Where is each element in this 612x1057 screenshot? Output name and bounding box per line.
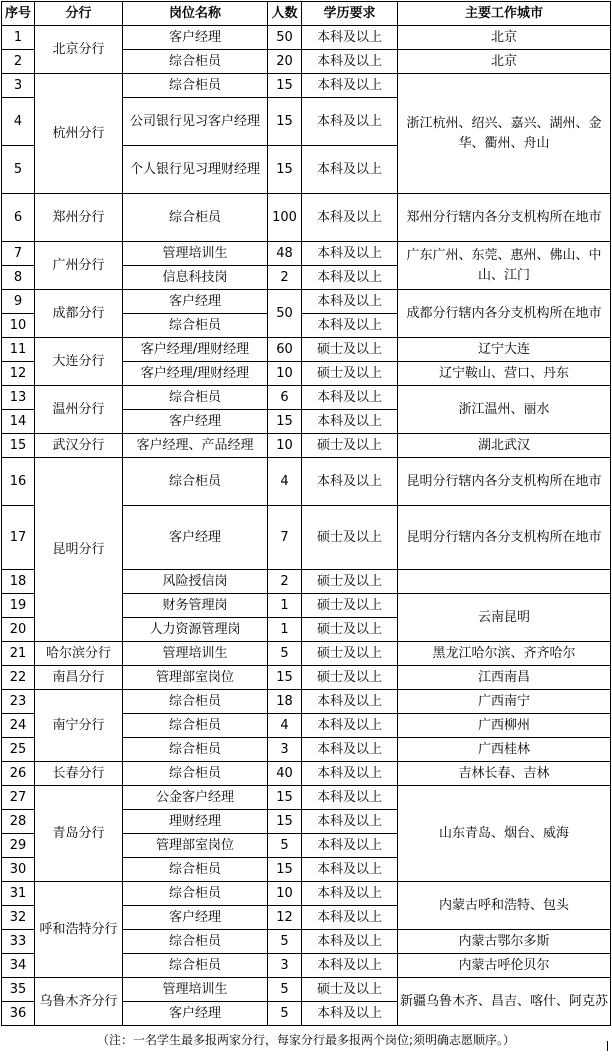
city-cell: 北京 (398, 50, 611, 74)
education-cell: 本科及以上 (302, 410, 398, 434)
education-cell: 本科及以上 (302, 1002, 398, 1026)
education-cell: 硕士及以上 (302, 978, 398, 1002)
position-cell: 综合柜员 (123, 194, 268, 242)
count-cell: 1 (268, 618, 302, 642)
table-row (2, 762, 611, 786)
position-cell: 个人银行见习理财经理 (123, 146, 268, 194)
table-row (2, 386, 611, 410)
count-cell: 50 (268, 290, 302, 338)
seq-cell: 28 (2, 810, 35, 834)
seq-cell: 25 (2, 738, 35, 762)
table-header-row (2, 2, 611, 26)
branch-cell: 昆明分行 (35, 458, 123, 642)
position-cell: 综合柜员 (123, 50, 268, 74)
education-cell: 硕士及以上 (302, 666, 398, 690)
position-cell: 客户经理/理财经理 (123, 338, 268, 362)
position-cell: 客户经理 (123, 1002, 268, 1026)
branch-cell: 杭州分行 (35, 74, 123, 194)
position-cell: 综合柜员 (123, 954, 268, 978)
city-cell: 浙江杭州、绍兴、嘉兴、湖州、金华、衢州、舟山 (398, 74, 611, 194)
city-cell: 内蒙古呼和浩特、包头 (398, 882, 611, 930)
table-row (2, 666, 611, 690)
position-cell: 风险授信岗 (123, 570, 268, 594)
position-cell: 综合柜员 (123, 714, 268, 738)
branch-cell: 青岛分行 (35, 786, 123, 882)
seq-cell: 21 (2, 642, 35, 666)
city-cell: 成都分行辖内各分支机构所在地市 (398, 290, 611, 338)
city-cell: 新疆乌鲁木齐、昌吉、喀什、阿克苏 (398, 978, 611, 1026)
count-cell: 60 (268, 338, 302, 362)
seq-cell: 15 (2, 434, 35, 458)
count-cell: 2 (268, 570, 302, 594)
education-cell: 本科及以上 (302, 386, 398, 410)
seq-cell: 1 (2, 26, 35, 50)
seq-cell: 32 (2, 906, 35, 930)
city-cell: 黑龙江哈尔滨、齐齐哈尔 (398, 642, 611, 666)
count-cell: 10 (268, 434, 302, 458)
education-cell: 本科及以上 (302, 858, 398, 882)
seq-cell: 36 (2, 1002, 35, 1026)
position-cell: 综合柜员 (123, 386, 268, 410)
position-cell: 公司银行见习客户经理 (123, 98, 268, 146)
count-cell: 6 (268, 386, 302, 410)
position-cell: 客户经理 (123, 290, 268, 314)
position-cell: 综合柜员 (123, 458, 268, 506)
education-cell: 硕士及以上 (302, 338, 398, 362)
position-cell: 客户经理 (123, 906, 268, 930)
education-cell: 硕士及以上 (302, 642, 398, 666)
education-cell: 本科及以上 (302, 266, 398, 290)
header-branch: 分行 (35, 2, 123, 26)
branch-cell: 乌鲁木齐分行 (35, 978, 123, 1026)
branch-cell: 郑州分行 (35, 194, 123, 242)
count-cell: 15 (268, 858, 302, 882)
table-row (2, 242, 611, 266)
branch-cell: 北京分行 (35, 26, 123, 74)
table-row (2, 978, 611, 1002)
table-row (2, 26, 611, 50)
city-cell: 辽宁大连 (398, 338, 611, 362)
count-cell: 15 (268, 74, 302, 98)
count-cell: 15 (268, 666, 302, 690)
education-cell: 本科及以上 (302, 810, 398, 834)
branch-cell: 温州分行 (35, 386, 123, 434)
table-row (2, 338, 611, 362)
education-cell: 本科及以上 (302, 314, 398, 338)
seq-cell: 14 (2, 410, 35, 434)
branch-cell: 呼和浩特分行 (35, 882, 123, 978)
city-cell: 云南昆明 (398, 594, 611, 642)
city-cell: 广西南宁 (398, 690, 611, 714)
table-row (2, 434, 611, 458)
education-cell: 本科及以上 (302, 458, 398, 506)
position-cell: 综合柜员 (123, 738, 268, 762)
count-cell: 15 (268, 98, 302, 146)
seq-cell: 26 (2, 762, 35, 786)
education-cell: 本科及以上 (302, 98, 398, 146)
city-cell: 湖北武汉 (398, 434, 611, 458)
seq-cell: 30 (2, 858, 35, 882)
count-cell: 4 (268, 714, 302, 738)
seq-cell: 11 (2, 338, 35, 362)
seq-cell: 23 (2, 690, 35, 714)
city-cell: 内蒙古鄂尔多斯 (398, 930, 611, 954)
table-row (2, 458, 611, 506)
education-cell: 硕士及以上 (302, 594, 398, 618)
count-cell: 10 (268, 882, 302, 906)
count-cell: 1 (268, 594, 302, 618)
branch-cell: 广州分行 (35, 242, 123, 290)
branch-cell: 大连分行 (35, 338, 123, 386)
header-position: 岗位名称 (123, 2, 268, 26)
position-cell: 管理部室岗位 (123, 666, 268, 690)
table-row (2, 690, 611, 714)
seq-cell: 13 (2, 386, 35, 410)
position-cell: 综合柜员 (123, 858, 268, 882)
education-cell: 本科及以上 (302, 834, 398, 858)
city-cell: 广东广州、东莞、惠州、佛山、中山、江门 (398, 242, 611, 290)
count-cell: 5 (268, 642, 302, 666)
count-cell: 15 (268, 410, 302, 434)
seq-cell: 12 (2, 362, 35, 386)
count-cell: 5 (268, 834, 302, 858)
position-cell: 客户经理、产品经理 (123, 434, 268, 458)
education-cell: 本科及以上 (302, 906, 398, 930)
seq-cell: 6 (2, 194, 35, 242)
count-cell: 2 (268, 266, 302, 290)
position-cell: 综合柜员 (123, 690, 268, 714)
position-cell: 客户经理 (123, 410, 268, 434)
branch-cell: 哈尔滨分行 (35, 642, 123, 666)
count-cell: 5 (268, 1002, 302, 1026)
count-cell: 48 (268, 242, 302, 266)
count-cell: 5 (268, 930, 302, 954)
city-cell: 吉林长春、吉林 (398, 762, 611, 786)
education-cell: 本科及以上 (302, 882, 398, 906)
education-cell: 硕士及以上 (302, 618, 398, 642)
branch-cell: 成都分行 (35, 290, 123, 338)
education-cell: 硕士及以上 (302, 570, 398, 594)
seq-cell: 19 (2, 594, 35, 618)
count-cell: 12 (268, 906, 302, 930)
position-cell: 管理部室岗位 (123, 834, 268, 858)
position-cell: 客户经理 (123, 26, 268, 50)
count-cell: 50 (268, 26, 302, 50)
education-cell: 本科及以上 (302, 762, 398, 786)
header-seq: 序号 (2, 2, 35, 26)
seq-cell: 18 (2, 570, 35, 594)
position-cell: 综合柜员 (123, 882, 268, 906)
branch-cell: 南宁分行 (35, 690, 123, 762)
education-cell: 本科及以上 (302, 194, 398, 242)
seq-cell: 31 (2, 882, 35, 906)
education-cell: 本科及以上 (302, 242, 398, 266)
education-cell: 本科及以上 (302, 738, 398, 762)
position-cell: 人力资源管理岗 (123, 618, 268, 642)
education-cell: 本科及以上 (302, 290, 398, 314)
edge-mark (607, 1041, 611, 1051)
education-cell: 本科及以上 (302, 930, 398, 954)
table-row (2, 882, 611, 906)
seq-cell: 35 (2, 978, 35, 1002)
count-cell: 15 (268, 786, 302, 810)
seq-cell: 24 (2, 714, 35, 738)
city-cell: 江西南昌 (398, 666, 611, 690)
header-city: 主要工作城市 (398, 2, 611, 26)
seq-cell: 5 (2, 146, 35, 194)
seq-cell: 3 (2, 74, 35, 98)
education-cell: 本科及以上 (302, 954, 398, 978)
count-cell: 7 (268, 506, 302, 570)
seq-cell: 4 (2, 98, 35, 146)
count-cell: 18 (268, 690, 302, 714)
branch-cell: 武汉分行 (35, 434, 123, 458)
footnote: （注：一名学生最多报两家分行，每家分行最多报两个岗位;须明确志愿顺序。） (96, 1033, 516, 1047)
count-cell: 20 (268, 50, 302, 74)
education-cell: 硕士及以上 (302, 506, 398, 570)
city-cell: 北京 (398, 26, 611, 50)
position-cell: 理财经理 (123, 810, 268, 834)
seq-cell: 9 (2, 290, 35, 314)
seq-cell: 10 (2, 314, 35, 338)
seq-cell: 27 (2, 786, 35, 810)
city-cell: 内蒙古呼伦贝尔 (398, 954, 611, 978)
seq-cell: 33 (2, 930, 35, 954)
header-count: 人数 (268, 2, 302, 26)
seq-cell: 8 (2, 266, 35, 290)
count-cell: 15 (268, 810, 302, 834)
education-cell: 硕士及以上 (302, 434, 398, 458)
position-cell: 综合柜员 (123, 930, 268, 954)
position-cell: 客户经理 (123, 506, 268, 570)
city-cell: 广西柳州 (398, 714, 611, 738)
education-cell: 本科及以上 (302, 74, 398, 98)
position-cell: 信息科技岗 (123, 266, 268, 290)
position-cell: 管理培训生 (123, 242, 268, 266)
seq-cell: 16 (2, 458, 35, 506)
branch-cell: 南昌分行 (35, 666, 123, 690)
table-row (2, 642, 611, 666)
position-cell: 财务管理岗 (123, 594, 268, 618)
city-cell: 浙江温州、丽水 (398, 386, 611, 434)
seq-cell: 29 (2, 834, 35, 858)
city-cell: 山东青岛、烟台、威海 (398, 786, 611, 882)
city-cell: 昆明分行辖内各分支机构所在地市 (398, 458, 611, 506)
education-cell: 本科及以上 (302, 714, 398, 738)
count-cell: 3 (268, 738, 302, 762)
seq-cell: 2 (2, 50, 35, 74)
education-cell: 本科及以上 (302, 26, 398, 50)
count-cell: 40 (268, 762, 302, 786)
table-row (2, 74, 611, 98)
count-cell: 100 (268, 194, 302, 242)
education-cell: 本科及以上 (302, 786, 398, 810)
table-row (2, 290, 611, 314)
education-cell: 本科及以上 (302, 50, 398, 74)
count-cell: 10 (268, 362, 302, 386)
education-cell: 本科及以上 (302, 146, 398, 194)
count-cell: 15 (268, 146, 302, 194)
table-row (2, 194, 611, 242)
seq-cell: 7 (2, 242, 35, 266)
seq-cell: 20 (2, 618, 35, 642)
count-cell: 4 (268, 458, 302, 506)
city-cell (398, 570, 611, 594)
seq-cell: 22 (2, 666, 35, 690)
recruitment-table (1, 1, 611, 1026)
education-cell: 硕士及以上 (302, 362, 398, 386)
table-row (2, 786, 611, 810)
position-cell: 综合柜员 (123, 762, 268, 786)
branch-cell: 长春分行 (35, 762, 123, 786)
count-cell: 5 (268, 978, 302, 1002)
city-cell: 广西桂林 (398, 738, 611, 762)
education-cell: 本科及以上 (302, 690, 398, 714)
seq-cell: 34 (2, 954, 35, 978)
position-cell: 管理培训生 (123, 978, 268, 1002)
position-cell: 综合柜员 (123, 314, 268, 338)
city-cell: 郑州分行辖内各分支机构所在地市 (398, 194, 611, 242)
position-cell: 公金客户经理 (123, 786, 268, 810)
position-cell: 管理培训生 (123, 642, 268, 666)
city-cell: 昆明分行辖内各分支机构所在地市 (398, 506, 611, 570)
position-cell: 综合柜员 (123, 74, 268, 98)
header-education: 学历要求 (302, 2, 398, 26)
seq-cell: 17 (2, 506, 35, 570)
position-cell: 客户经理/理财经理 (123, 362, 268, 386)
city-cell: 辽宁鞍山、营口、丹东 (398, 362, 611, 386)
count-cell: 3 (268, 954, 302, 978)
